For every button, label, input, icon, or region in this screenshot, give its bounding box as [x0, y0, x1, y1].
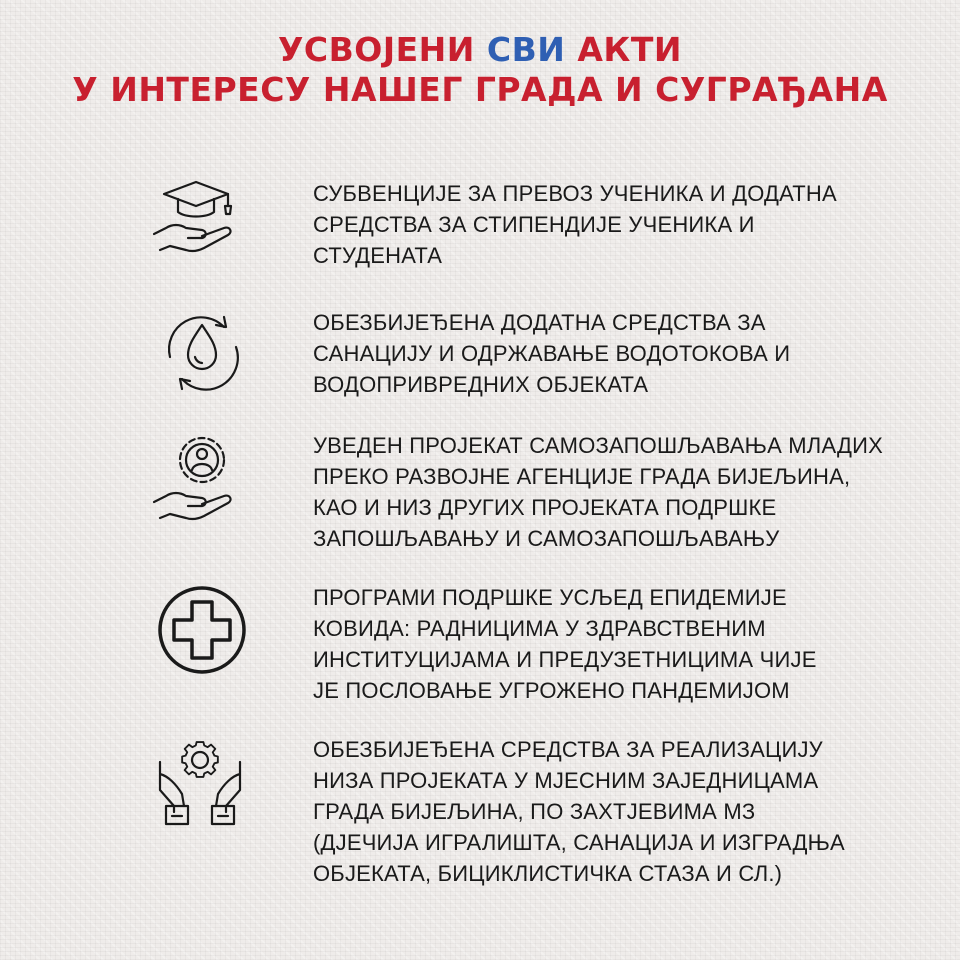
item-line: ГРАДА БИЈЕЉИНА, ПО ЗАХТЈЕВИМА МЗ	[313, 799, 756, 824]
item-line: КОВИДА: РАДНИЦИМА У ЗДРАВСТВЕНИМ	[313, 616, 766, 641]
graduation-cap-hand-icon	[152, 176, 248, 272]
title-line-2: У ИНТЕРЕСУ НАШЕГ ГРАДА И СУГРАЂАНА	[72, 70, 888, 109]
gear-hands-icon	[152, 732, 248, 828]
item-line: ЗАПОШЉАВАЊУ И САМОЗАПОШЉАВАЊУ	[313, 526, 780, 551]
item-text	[313, 178, 913, 271]
item-line: УВЕДЕН ПРОЈЕКАТ САМОЗАПОШЉАВАЊА МЛАДИХ	[313, 433, 884, 458]
item-line: ИНСТИТУЦИЈАМА И ПРЕДУЗЕТНИЦИМА ЧИЈЕ	[313, 647, 817, 672]
item-line: ОБЈЕКАТА, БИЦИКЛИСТИЧКА СТАЗА И СЛ.)	[313, 861, 783, 886]
item-line: ВОДОПРИВРЕДНИХ ОБЈЕКАТА	[313, 372, 649, 397]
item-line: НИЗА ПРОЈЕКАТА У МЈЕСНИМ ЗАЈЕДНИЦАМА	[313, 768, 819, 793]
item-line: ПРЕКО РАЗВОЈНЕ АГЕНЦИЈЕ ГРАДА БИЈЕЉИНА,	[313, 464, 851, 489]
water-drop-recycle-icon	[152, 305, 248, 401]
item-text	[313, 734, 913, 889]
item-line: СТУДЕНАТА	[313, 243, 443, 268]
item-text	[313, 582, 913, 706]
item-line: СРЕДСТВА ЗА СТИПЕНДИЈЕ УЧЕНИКА И	[313, 212, 755, 237]
item-text	[313, 430, 913, 554]
title-text-1: УСВОЈЕНИ	[277, 30, 487, 69]
item-line: КАО И НИЗ ДРУГИХ ПРОЈЕКАТА ПОДРШКЕ	[313, 495, 777, 520]
person-hand-icon	[152, 432, 248, 528]
title-line-1	[0, 30, 960, 70]
item-text	[313, 307, 913, 400]
item-line: (ДЈЕЧИЈА ИГРАЛИШТА, САНАЦИЈА И ИЗГРАДЊА	[313, 830, 845, 855]
item-line: САНАЦИЈУ И ОДРЖАВАЊЕ ВОДОТОКОВА И	[313, 341, 791, 366]
item-line: ЈЕ ПОСЛОВАЊЕ УГРОЖЕНО ПАНДЕМИЈОМ	[313, 678, 790, 703]
item-line: ОБЕЗБИЈЕЂЕНА ДОДАТНА СРЕДСТВА ЗА	[313, 310, 766, 335]
item-line: ПРОГРАМИ ПОДРШКЕ УСЉЕД ЕПИДЕМИЈЕ	[313, 585, 787, 610]
title-highlight: СВИ	[486, 30, 566, 69]
item-line: ОБЕЗБИЈЕЂЕНА СРЕДСТВА ЗА РЕАЛИЗАЦИЈУ	[313, 737, 823, 762]
page-title	[0, 30, 960, 110]
medical-cross-icon	[152, 584, 248, 680]
title-text-2: АКТИ	[565, 30, 683, 69]
item-line: СУБВЕНЦИЈЕ ЗА ПРЕВОЗ УЧЕНИКА И ДОДАТНА	[313, 181, 837, 206]
